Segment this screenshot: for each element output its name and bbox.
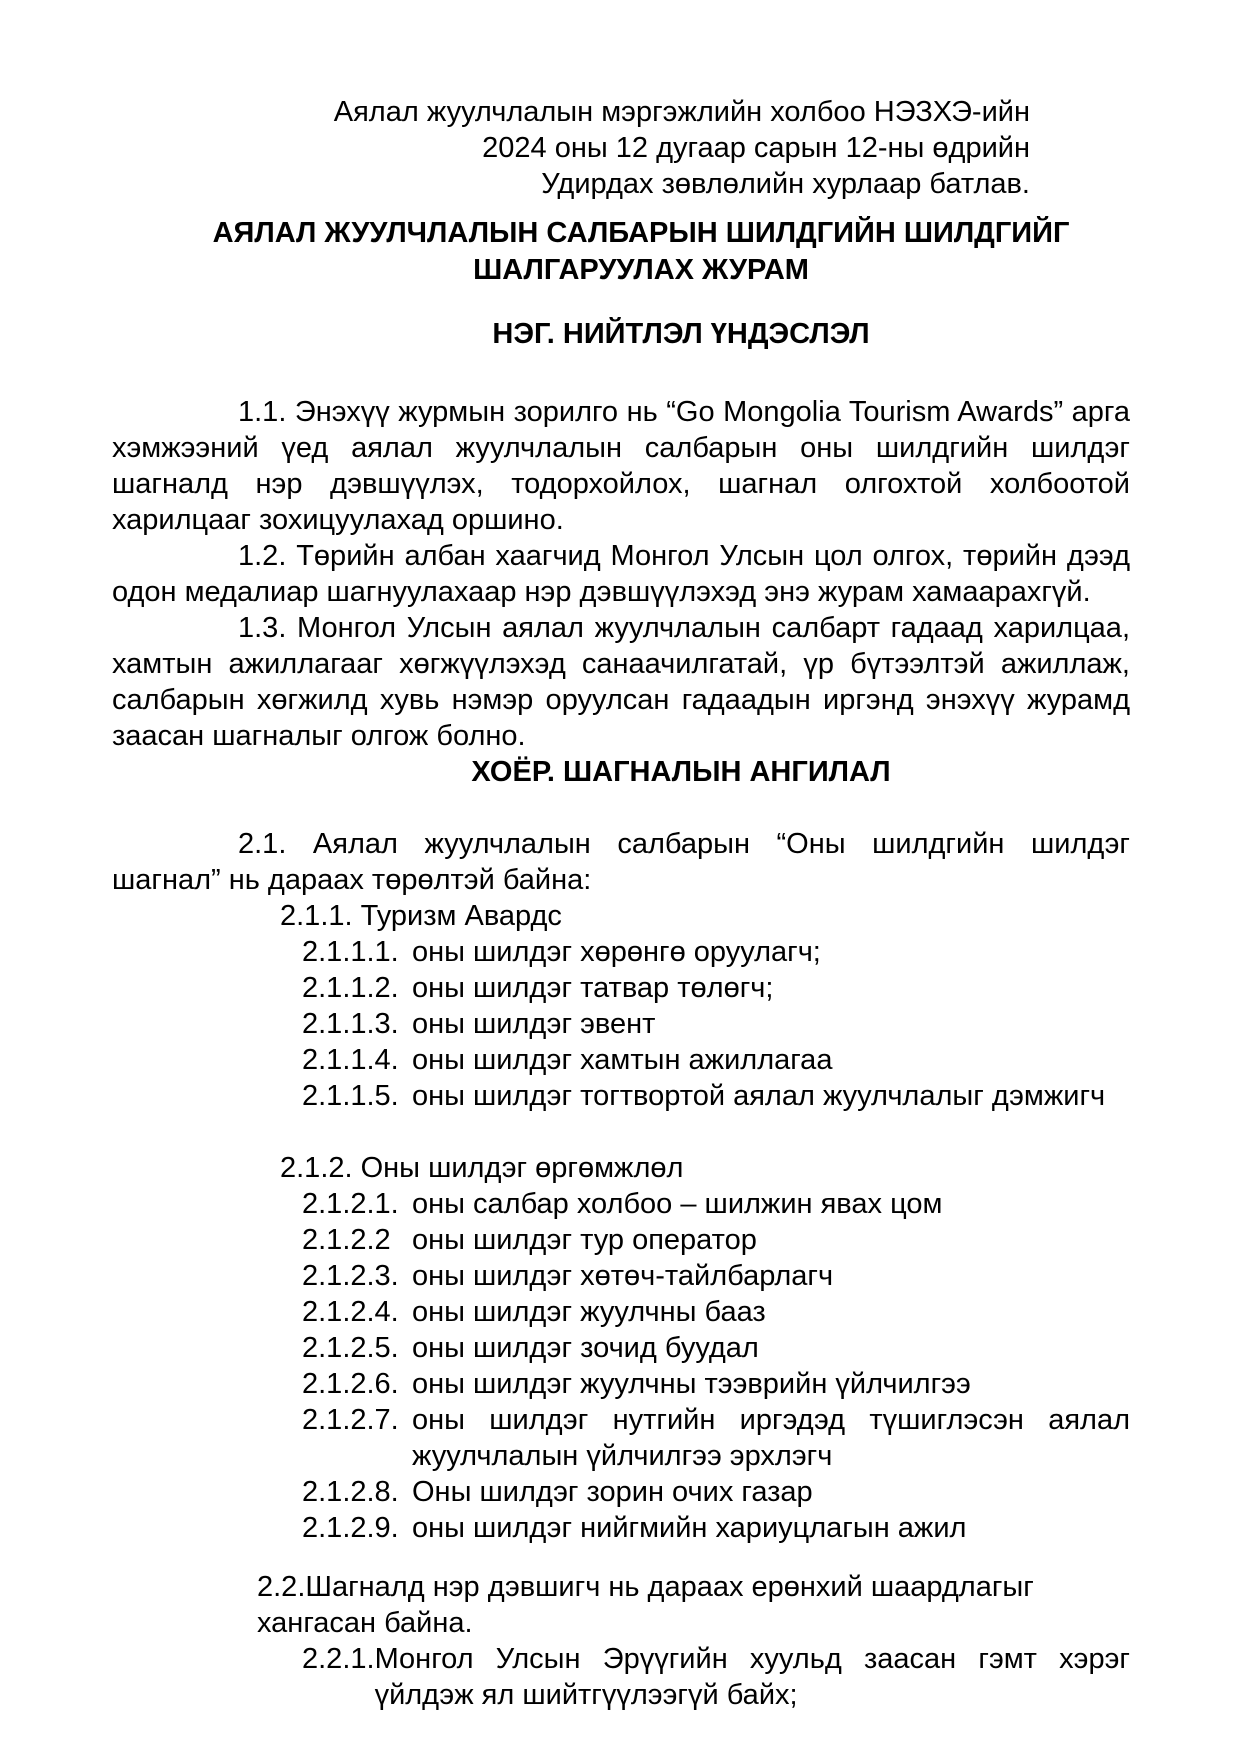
list-item bbox=[302, 934, 1130, 970]
list-item bbox=[302, 1366, 1130, 1402]
document-title-line-1: АЯЛАЛ ЖУУЛЧЛАЛЫН САЛБАРЫН ШИЛДГИЙН ШИЛДГИЙГ bbox=[212, 217, 1070, 249]
list-item-text: оны салбар холбоо – шилжин явах цом bbox=[412, 1188, 943, 1220]
list-item-text: оны шилдэг тур оператор bbox=[412, 1224, 757, 1256]
subsection-2-1-1-label: 2.1.1. Туризм Авардс bbox=[280, 900, 562, 932]
list-item bbox=[302, 1294, 1130, 1330]
list-item-text: оны шилдэг жуулчны бааз bbox=[412, 1296, 766, 1328]
subsection-2-1-2-label: 2.1.2. Оны шилдэг өргөмжлөл bbox=[280, 1152, 684, 1184]
paragraph-1-3: 1.3. Монгол Улсын аялал жуулчлалын салбарт гадаад харилцаа, хамтын ажиллагааг хөгжүүлэхэд санаачилгатай, үр бүтээлтэй ажиллаж, салбарын хөгжилд хувь нэмэр оруулсан гадаадын иргэнд энэхүү журамд заасан шагналыг олгож болно. bbox=[112, 612, 1130, 752]
list-item-text: Оны шилдэг зорин очих газар bbox=[412, 1476, 813, 1508]
list-item-number: 2.1.2.1. bbox=[302, 1188, 399, 1220]
list-item bbox=[302, 1510, 1130, 1546]
list-item-text: оны шилдэг эвент bbox=[412, 1008, 656, 1040]
list-item-text: оны шилдэг хөрөнгө оруулагч; bbox=[412, 936, 821, 968]
list-item-text: оны шилдэг жуулчны тээврийн үйлчилгээ bbox=[412, 1368, 971, 1400]
list-item-text: оны шилдэг тогтвортой аялал жуулчлалыг дэмжигч bbox=[412, 1080, 1106, 1112]
list-item-number: 2.1.2.3. bbox=[302, 1260, 399, 1292]
list-item-number: 2.1.2.2 bbox=[302, 1224, 391, 1256]
list-item bbox=[302, 1006, 1130, 1042]
list-item-text: оны шилдэг нутгийн иргэдэд түшиглэсэн аялал жуулчлалын үйлчилгээ эрхлэгч bbox=[412, 1404, 1130, 1472]
list-item bbox=[302, 1042, 1130, 1078]
paragraph-1-1: 1.1. Энэхүү журмын зорилго нь “Go Mongolia Tourism Awards” арга хэмжээний үед аялал жуулчлалын салбарын оны шилдгийн шилдэг шагналд нэр дэвшүүлэх, тодорхойлох, шагнал олгохтой холбоотой харилцааг зохицуулахад оршино. bbox=[112, 396, 1130, 536]
document-title-line-2: ШАЛГАРУУЛАХ ЖУРАМ bbox=[473, 254, 809, 286]
list-item bbox=[302, 1474, 1130, 1510]
award-list-2-1-2 bbox=[112, 1186, 1130, 1546]
list-item-number: 2.1.2.8. bbox=[302, 1476, 399, 1508]
paragraph-2-1: 2.1. Аялал жуулчлалын салбарын “Оны шилдгийн шилдэг шагнал” нь дараах төрөлтэй байна: bbox=[112, 828, 1130, 896]
list-item-text: оны шилдэг нийгмийн хариуцлагын ажил bbox=[412, 1512, 967, 1544]
list-item bbox=[302, 1258, 1130, 1294]
list-item-number: 2.1.1.1. bbox=[302, 936, 399, 968]
list-item bbox=[302, 1222, 1130, 1258]
list-item-text: оны шилдэг татвар төлөгч; bbox=[412, 972, 774, 1004]
list-item-number: 2.1.1.2. bbox=[302, 972, 399, 1004]
list-item-text: оны шилдэг зочид буудал bbox=[412, 1332, 759, 1364]
document-title bbox=[112, 215, 1130, 289]
list-item-text: оны шилдэг хөтөч-тайлбарлагч bbox=[412, 1260, 834, 1292]
list-item bbox=[302, 1186, 1130, 1222]
paragraph-2-2: 2.2.Шагналд нэр дэвшигч нь дараах ерөнхий шаардлагыг хангасан байна. bbox=[257, 1571, 1034, 1639]
list-item-number: 2.1.2.7. bbox=[302, 1404, 399, 1436]
list-item-number: 2.1.2.9. bbox=[302, 1512, 399, 1544]
list-item-number: 2.1.2.5. bbox=[302, 1332, 399, 1364]
approval-line-3: Удирдах зөвлөлийн хурлаар батлав. bbox=[541, 168, 1030, 200]
list-item-2-2-1 bbox=[302, 1641, 1130, 1713]
approval-line-2: 2024 оны 12 дугаар сарын 12-ны өдрийн bbox=[482, 132, 1030, 164]
list-item-number: 2.1.1.5. bbox=[302, 1080, 399, 1112]
list-item-number: 2.1.1.4. bbox=[302, 1044, 399, 1076]
section-one-heading: НЭГ. НИЙТЛЭЛ ҮНДЭСЛЭЛ bbox=[492, 318, 870, 350]
list-item bbox=[302, 1078, 1130, 1114]
list-item-number: 2.1.1.3. bbox=[302, 1008, 399, 1040]
list-item bbox=[302, 1330, 1130, 1366]
list-item-text: оны шилдэг хамтын ажиллагаа bbox=[412, 1044, 833, 1076]
list-item-text: Монгол Улсын Эрүүгийн хуульд заасан гэмт хэрэг үйлдэж ял шийтгүүлээгүй байх; bbox=[374, 1643, 1130, 1711]
approval-line-1: Аялал жуулчлалын мэргэжлийн холбоо НЭЗХЭ-ийн bbox=[333, 96, 1030, 128]
list-item bbox=[302, 1402, 1130, 1474]
list-item-number: 2.2.1. bbox=[302, 1643, 375, 1675]
list-item bbox=[302, 970, 1130, 1006]
award-list-2-1-1 bbox=[112, 934, 1130, 1114]
list-item-number: 2.1.2.6. bbox=[302, 1368, 399, 1400]
paragraph-1-2: 1.2. Төрийн албан хаагчид Монгол Улсын цол олгох, төрийн дээд одон медалиар шагнуулахаар нэр дэвшүүлэхэд энэ журам хамаарахгүй. bbox=[112, 540, 1130, 608]
approval-block bbox=[112, 94, 1130, 202]
section-two-heading: ХОЁР. ШАГНАЛЫН АНГИЛАЛ bbox=[471, 756, 891, 788]
list-item-number: 2.1.2.4. bbox=[302, 1296, 399, 1328]
